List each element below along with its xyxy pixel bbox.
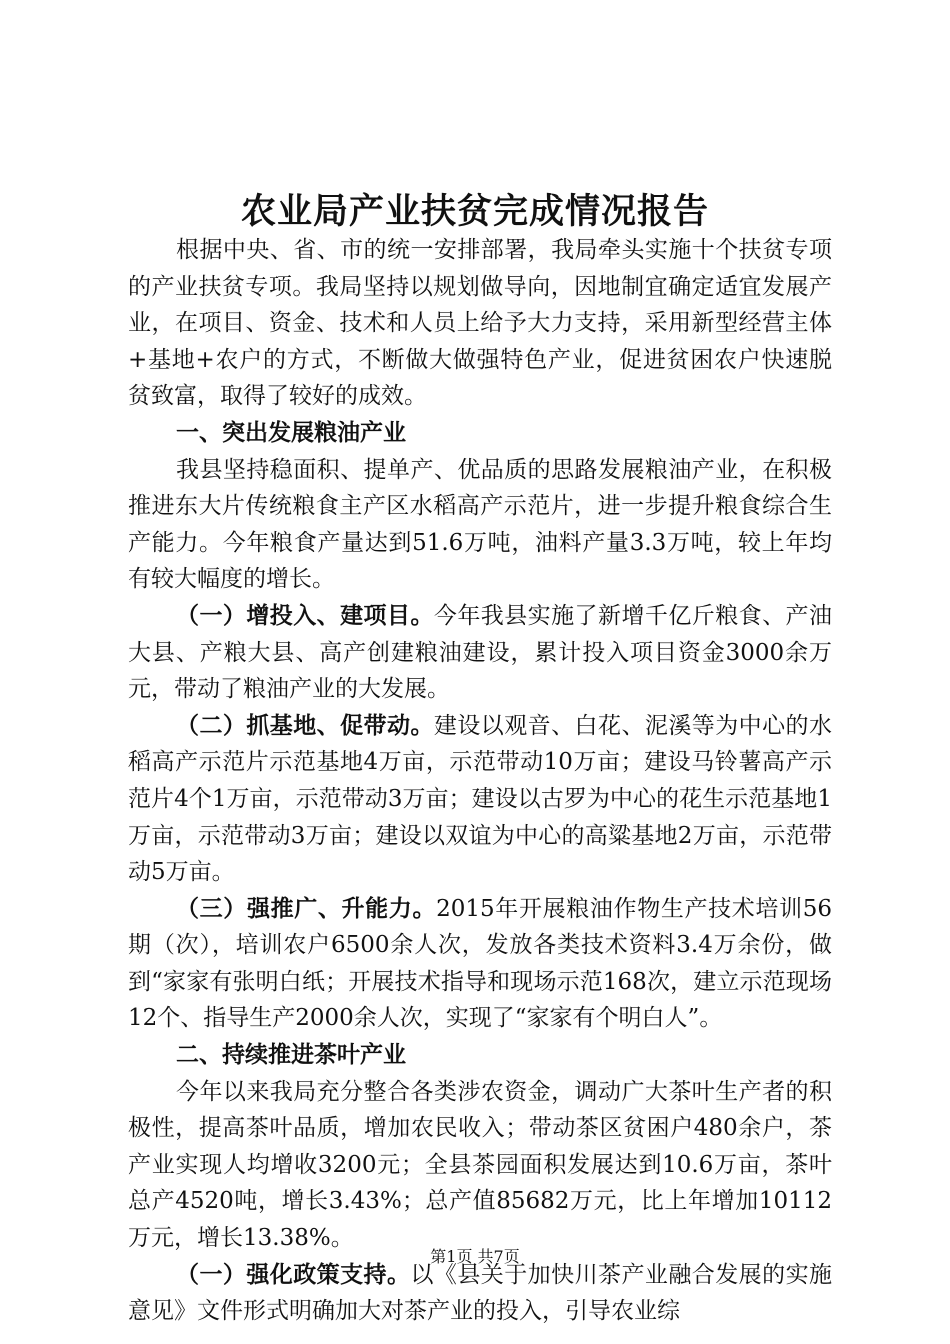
subsection-1-2-lead: （二）抓基地、促带动。 [176,712,434,739]
subsection-1-3 [128,891,832,1037]
subsection-2-1-text: 以《县关于加快川茶产业融合发展的实施意见》文件形式明确加大对茶产业的投入，引导农业综 [128,1261,833,1325]
subsection-1-3-text: 2015年开展粮油作物生产技术培训56期（次），培训农户6500余人次，发放各类技术资料3.4万余份，做到“家家有张明白纸；开展技术指导和现场示范168次，建立示范现场12个、指导生产2000余人次，实现了“家家有个明白人”。 [128,895,832,1032]
subsection-1-1-lead: （一）增投入、建项目。 [176,602,434,629]
section-2-paragraph: 今年以来我局充分整合各类涉农资金，调动广大茶叶生产者的积极性，提高茶叶品质，增加农民收入；带动茶区贫困户480余户，茶产业实现人均增收3200元；全县茶园面积发展达到10.6万亩，茶叶总产4520吨，增长3.43%；总产值85682万元，比上年增加10112万元，增长13.38%。 [128,1078,832,1252]
page-footer: 第1页 共7页 [430,1247,520,1266]
subsection-2-1 [128,1257,832,1330]
document-title: 农业局产业扶贫完成情况报告 [240,192,709,232]
section-heading-2: 二、持续推进茶叶产业 [176,1042,406,1069]
section-1-paragraph: 我县坚持稳面积、提单产、优品质的思路发展粮油产业，在积极推进东大片传统粮食主产区水稻高产示范片，进一步提升粮食综合生产能力。今年粮食产量达到51.6万吨，油料产量3.3万吨，较上年均有较大幅度的增长。 [128,456,832,593]
intro-paragraph: 根据中央、省、市的统一安排部署，我局牵头实施十个扶贫专项的产业扶贫专项。我局坚持以规划做导向，因地制宜确定适宜发展产业，在项目、资金、技术和人员上给予大力支持，采用新型经营主体+基地+农户的方式，不断做大做强特色产业，促进贫困农户快速脱贫致富，取得了较好的成效。 [128,237,832,410]
section-heading-1: 一、突出发展粮油产业 [176,419,406,446]
subsection-1-1-text: 今年我县实施了新增千亿斤粮食、产油大县、产粮大县、高产创建粮油建设，累计投入项目资金3000余万元，带动了粮油产业的大发展。 [128,602,833,703]
subsection-1-2-text: 建设以观音、白花、泥溪等为中心的水稻高产示范片示范基地4万亩，示范带动10万亩；建设马铃薯高产示范片4个1万亩，示范带动3万亩；建设以古罗为中心的花生示范基地1万亩，示范带动3万亩；建设以双谊为中心的高粱基地2万亩，示范带动5万亩。 [128,712,833,886]
subsection-1-3-lead: （三）强推广、升能力。 [176,895,437,922]
subsection-2-1-lead: （一）强化政策支持。 [176,1261,411,1288]
subsection-1-2 [128,708,832,891]
document-body [128,232,832,1330]
subsection-1-1 [128,598,832,708]
